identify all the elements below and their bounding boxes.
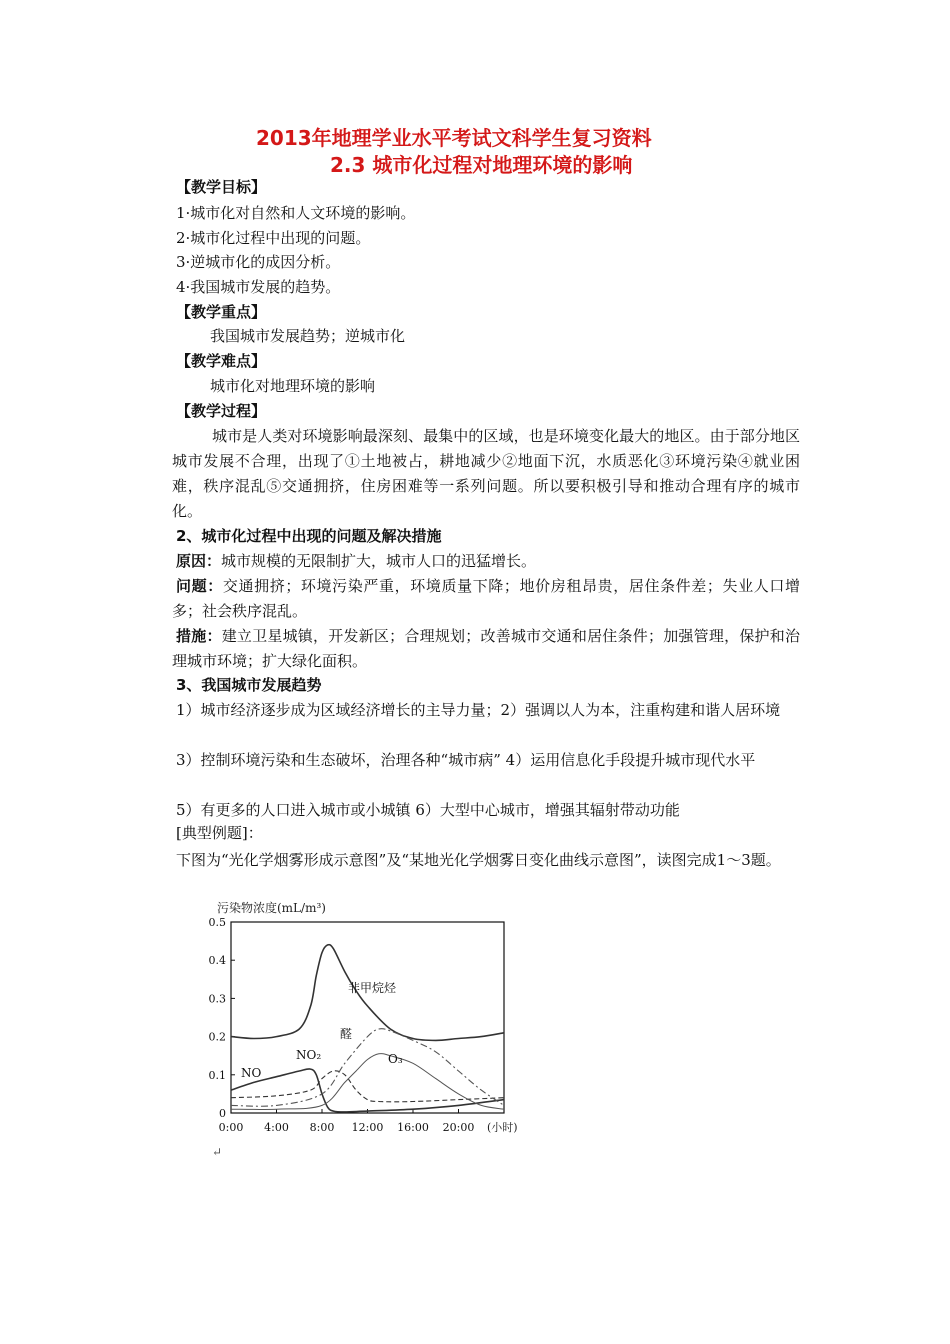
x-tick-label: 8:00 <box>309 1121 335 1134</box>
difficulties-heading: 【教学难点】 <box>176 352 267 370</box>
trends-heading: 3、我国城市发展趋势 <box>176 676 322 694</box>
y-tick-label: 0.2 <box>208 1030 226 1044</box>
return-mark: ↵ <box>212 1145 223 1159</box>
y-tick-label: 0 <box>219 1107 226 1120</box>
problems-heading: 2、城市化过程中出现的问题及解决措施 <box>176 527 442 545</box>
trend-item: 5）有更多的人口进入城市或小城镇 6）大型中心城市，增强其辐射带动功能 <box>176 801 680 819</box>
objective-item: 4·我国城市发展的趋势。 <box>176 278 341 296</box>
objective-item: 3·逆城市化的成因分析。 <box>176 253 341 271</box>
trend-item: 1）城市经济逐步成为区域经济增长的主导力量；2）强调以人为本，注重构建和谐人居环境 <box>176 701 781 719</box>
series-label-o3: O₃ <box>388 1052 403 1066</box>
process-heading: 【教学过程】 <box>176 402 267 420</box>
trend-item: 3）控制环境污染和生态破坏，治理各种“城市病” 4）运用信息化手段提升城市现代水平 <box>176 751 756 769</box>
objective-item: 2·城市化过程中出现的问题。 <box>176 229 371 247</box>
series-label-no: NO <box>241 1066 262 1080</box>
problem-text: 交通拥挤；环境污染严重，环境质量下降；地价房租昂贵，居住条件差；失业人口增多；社会秩序混乱。 <box>172 577 800 620</box>
key-points-heading: 【教学重点】 <box>176 303 267 321</box>
objectives-heading: 【教学目标】 <box>176 178 267 196</box>
objective-item: 1·城市化对自然和人文环境的影响。 <box>176 204 416 222</box>
data-series <box>231 945 504 1112</box>
chart-ylabel: 污染物浓度(mL/m³) <box>217 901 326 915</box>
chart-xlabel: (小时) <box>487 1121 518 1134</box>
photochemical-smog-chart <box>195 898 525 1148</box>
plot-frame <box>231 922 504 1113</box>
document-subtitle: 2.3 城市化过程对地理环境的影响 <box>330 153 633 177</box>
measure-paragraph <box>172 624 800 674</box>
difficulties-text: 城市化对地理环境的影响 <box>210 377 376 395</box>
key-points-text: 我国城市发展趋势；逆城市化 <box>210 327 406 345</box>
x-tick-label: 4:00 <box>264 1121 289 1134</box>
example-heading: [典型例题]： <box>176 824 263 842</box>
series-label-nmhc: 非甲烷烃 <box>348 981 397 995</box>
cause-text: 城市规模的无限制扩大，城市人口的迅猛增长。 <box>221 552 537 570</box>
measure-label: 措施： <box>176 627 222 645</box>
problem-label: 问题： <box>176 577 223 595</box>
series-line-2 <box>231 1071 504 1102</box>
measure-text: 建立卫星城镇，开发新区；合理规划；改善城市交通和居住条件；加强管理，保护和治理城市环境；扩大绿化面积。 <box>172 627 800 670</box>
x-tick-label: 0:00 <box>218 1121 244 1134</box>
y-tick-label: 0.5 <box>208 916 226 929</box>
problem-paragraph <box>172 574 800 624</box>
series-label-aldehyde: 醛 <box>340 1027 353 1041</box>
y-tick-label: 0.4 <box>208 954 226 968</box>
document-title: 2013年地理学业水平考试文科学生复习资料 <box>256 126 652 150</box>
y-tick-label: 0.3 <box>208 992 226 1006</box>
x-tick-label: 20:00 <box>442 1121 475 1134</box>
process-paragraph: 城市是人类对环境影响最深刻、最集中的区域，也是环境变化最大的地区。由于部分地区城市发展不合理，出现了①土地被占，耕地减少②地面下沉，水质恶化③环境污染④就业困难，秩序混乱⑤交通拥挤，住房困难等一系列问题。所以要积极引导和推动合理有序的城市化。 <box>172 427 800 520</box>
x-tick-label: 12:00 <box>351 1121 384 1134</box>
cause-paragraph <box>172 549 800 574</box>
cause-label: 原因： <box>176 552 222 570</box>
example-text: 下图为“光化学烟雾形成示意图”及“某地光化学烟雾日变化曲线示意图”，读图完成1～3题。 <box>176 851 781 869</box>
x-tick-label: 16:00 <box>397 1121 429 1134</box>
y-tick-label: 0.1 <box>208 1068 226 1082</box>
series-line-4 <box>231 1054 504 1110</box>
series-line-3 <box>231 1029 504 1107</box>
series-label-no2: NO₂ <box>296 1048 322 1062</box>
